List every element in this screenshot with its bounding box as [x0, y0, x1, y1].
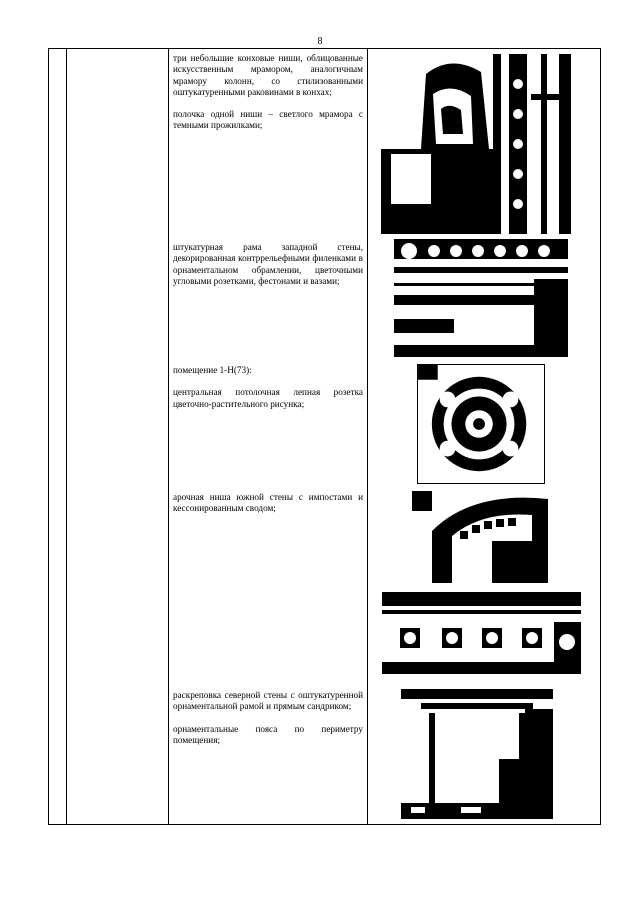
paragraph: центральная потолочная лепная розетка цветочно-растительного рисунка; [173, 387, 363, 409]
paragraph: арочная ниша южной стены с импостами и кессонированным сводом; [173, 492, 363, 514]
column-divider [367, 49, 368, 824]
column-divider [168, 49, 169, 824]
paragraph: раскреповка северной стены с оштукатуренной орнаментальной рамой и прямым сандриком; [173, 690, 363, 712]
text-block [173, 690, 363, 746]
arched-niche-graphic [412, 491, 548, 583]
paragraph: три небольшие конховые ниши, облицованные искусственным мрамором, аналогичным мрамору колонн, со стилизованными оштукатуренными раковинами в конхах; [173, 53, 363, 97]
wall-breakout-graphic [401, 689, 553, 819]
photo-ceiling-rosette [417, 364, 545, 484]
paragraph: штукатурная рама западной стены, декорированная контррельефными филенками в орнаментальном обрамлении, цветочными угловыми розетками, фестонами и вазами; [173, 242, 363, 286]
text-block [173, 53, 363, 132]
coffered-frieze-graphic [382, 592, 581, 674]
paragraph: помещение 1-Н(73): [173, 365, 252, 375]
photo-arched-niche [412, 491, 548, 583]
photo-coffered-frieze [382, 592, 581, 674]
paragraph: орнаментальные пояса по периметру помещения; [173, 723, 363, 745]
paragraph: полочка одной ниши – светлого мрамора с темными прожилками; [173, 109, 363, 131]
text-block [173, 492, 363, 515]
text-block [173, 242, 363, 287]
photo-stucco-frame [394, 239, 568, 357]
photo-wall-breakout [401, 689, 553, 819]
document-table [48, 48, 601, 825]
text-block [173, 365, 363, 410]
rosette-graphic [418, 365, 544, 483]
photo-niches [381, 54, 571, 234]
niche-photo-graphic [381, 54, 571, 234]
page-number: 8 [317, 36, 323, 47]
stucco-frame-graphic [394, 239, 568, 357]
column-divider [66, 49, 67, 824]
